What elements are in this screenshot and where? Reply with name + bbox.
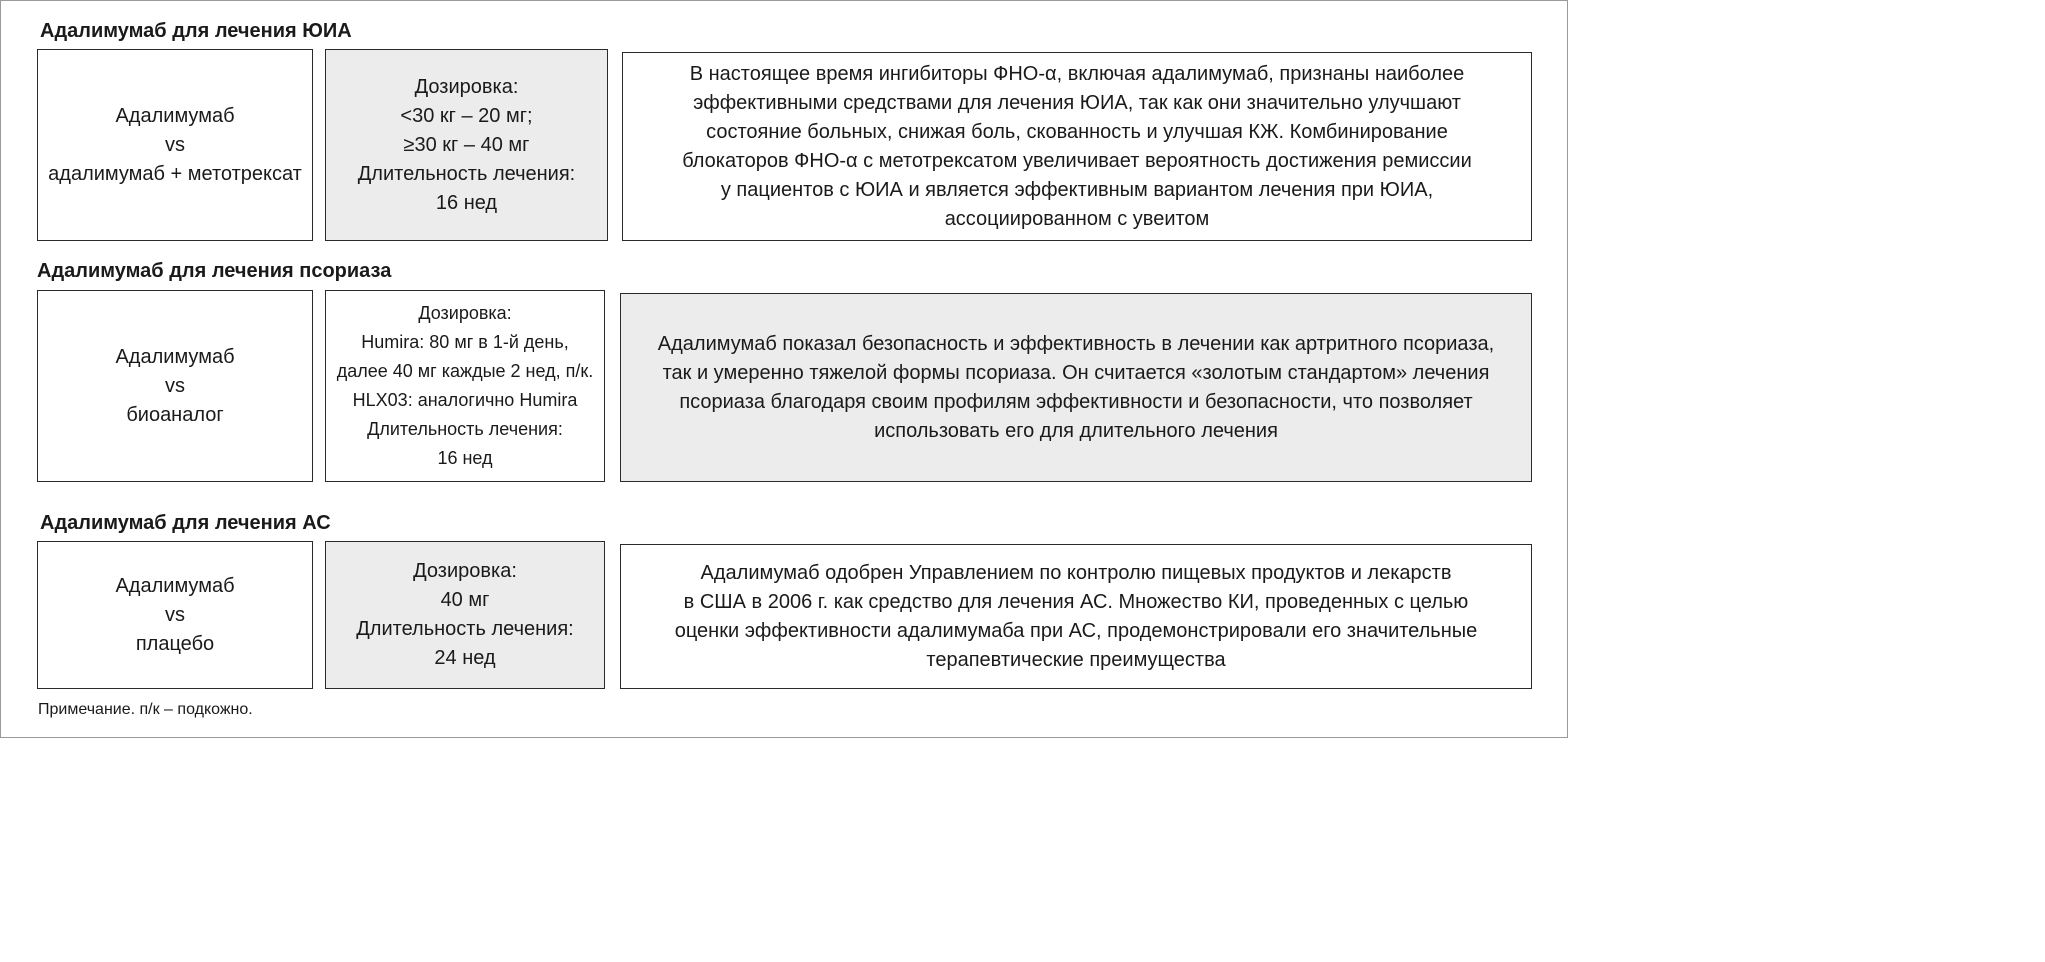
dosage-line: ≥30 кг – 40 мг [403,133,530,156]
dosage-line: Дозировка: [413,560,517,582]
dosage-line: Дозировка: [414,75,519,98]
description-line: терапевтические преимущества [926,648,1226,671]
dosage-line: 16 нед [435,191,498,214]
dosage-box-jia [325,49,608,241]
description-line: у пациентов с ЮИА и является эффективным вариантом лечения при ЮИА, [720,178,1434,201]
comparison-box-as [37,541,313,689]
description-line: состояние больных, снижая боль, скованность и улучшая КЖ. Комбинирование [706,120,1448,143]
comparison-line: vs [165,603,185,626]
comparison-line: Адалимумаб [115,574,235,597]
footnote: Примечание. п/к – подкожно. [38,701,253,718]
description-box-psoriasis [620,293,1532,482]
section-title-psoriasis: Адалимумаб для лечения псориаза [37,260,392,282]
description-line: Адалимумаб одобрен Управлением по контролю пищевых продуктов и лекарств [700,561,1452,584]
dosage-line: <30 кг – 20 мг; [400,104,533,127]
description-line: так и умеренно тяжелой формы псориаза. Он считается «золотым стандартом» лечения [662,361,1490,384]
description-line: В настоящее время ингибиторы ФНО-α, включая адалимумаб, признаны наиболее [689,62,1465,85]
dosage-box-as [325,541,605,689]
description-line: Адалимумаб показал безопасность и эффективность в лечении как артритного псориаза, [657,332,1495,355]
section-title-as: Адалимумаб для лечения АС [40,512,331,534]
dosage-line: Humira: 80 мг в 1-й день, [361,332,569,352]
description-line: блокаторов ФНО-α с метотрексатом увеличивает вероятность достижения ремиссии [682,149,1472,172]
dosage-box-psoriasis [325,290,605,482]
description-line: использовать его для длительного лечения [874,419,1278,442]
comparison-box-jia [37,49,313,241]
comparison-line: vs [165,374,185,397]
section-title-jia: Адалимумаб для лечения ЮИА [40,20,352,42]
dosage-line: HLX03: аналогично Humira [352,390,578,410]
dosage-line: 24 нед [434,647,496,669]
description-line: оценки эффективности адалимумаба при АС, продемонстрировали его значительные [674,619,1478,642]
comparison-box-psoriasis [37,290,313,482]
comparison-line: vs [165,133,185,156]
comparison-line: биоаналог [126,403,224,426]
description-line: в США в 2006 г. как средство для лечения АС. Множество КИ, проведенных с целью [683,590,1469,613]
dosage-line: Длительность лечения: [357,162,576,185]
dosage-line: Длительность лечения: [356,618,574,640]
dosage-line: далее 40 мг каждые 2 нед, п/к. [336,361,594,381]
dosage-line: Дозировка: [418,303,512,323]
description-box-as [620,544,1532,689]
dosage-line: 40 мг [440,589,490,611]
comparison-line: адалимумаб + метотрексат [48,162,302,185]
comparison-line: Адалимумаб [115,104,235,127]
dosage-line: 16 нед [437,448,493,468]
description-line: псориаза благодаря своим профилям эффективности и безопасности, что позволяет [679,390,1473,413]
comparison-line: плацебо [135,632,215,655]
comparison-line: Адалимумаб [115,345,235,368]
description-box-jia [622,52,1532,241]
description-line: эффективными средствами для лечения ЮИА, так как они значительно улучшают [693,91,1461,114]
dosage-line: Длительность лечения: [367,419,563,439]
description-line: ассоциированном с увеитом [944,207,1210,230]
